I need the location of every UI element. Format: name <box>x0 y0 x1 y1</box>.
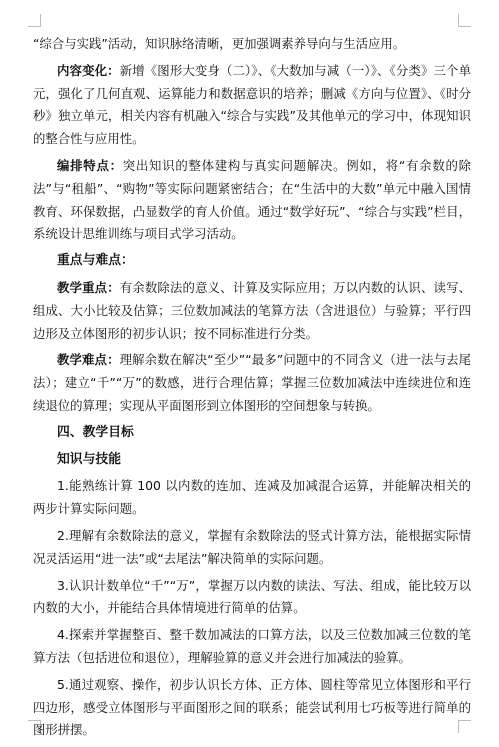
goal-item-5: 5.通过观察、操作，初步认识长方体、正方体、圆柱等常见立体图形和平行四边形，感受立体图形与平面图形之间的联系；能尝试利用七巧板等进行简单的图形拼摆。 <box>33 676 471 738</box>
intro-paragraph: “综合与实践”活动，知识脉络清晰，更加强调素养导向与生活应用。 <box>33 36 406 51</box>
content-change-text: 新增《图形大变身（二）》、《大数加与减（一）》、《分类》三个单元，强化了几何直观、运算能力和数据意识的培养；删减《方向与位置》、《时分秒》独立单元，相关内容有机融入“综合与实践”及其他单元的学习中，体现知识的整合性与应用性。 <box>33 62 471 147</box>
corner-mark-top-right <box>458 14 471 27</box>
teaching-difficulty-lead: 教学难点： <box>57 352 120 368</box>
document-body <box>33 33 471 746</box>
teaching-difficulty-paragraph <box>33 349 471 417</box>
corner-mark-top-left <box>28 14 41 27</box>
knowledge-skills-heading: 知识与技能 <box>57 451 121 467</box>
content-change-paragraph <box>33 60 471 151</box>
goal-item-1: 1.能熟练计算 100 以内数的连加、连减及加减混合运算，并能解决相关的两步计算实际问题。 <box>33 478 471 517</box>
content-change-lead: 内容变化： <box>57 62 120 78</box>
goal-item-2: 2.理解有余数除法的意义，掌握有余数除法的竖式计算方法，能根据实际情况灵活运用“进一法”或“去尾法”解决简单的实际问题。 <box>33 527 471 566</box>
teaching-goals-heading: 四、教学目标 <box>57 424 134 440</box>
key-points-heading: 重点与难点： <box>57 253 134 269</box>
layout-feature-lead: 编排特点： <box>57 157 123 173</box>
goal-item-4: 4.探索并掌握整百、整千数加减法的口算方法，以及三位数加减三位数的笔算方法（包括进位和退位），理解验算的意义并会进行加减法的验算。 <box>33 627 471 665</box>
teaching-focus-text: 有余数除法的意义、计算及实际应用；万以内数的认识、读写、组成、大小比较及估算；三位数加减法的笔算方法（含进退位）与验算；平行四边形及立体图形的初步认识；按不同标准进行分类。 <box>33 279 472 341</box>
teaching-focus-lead: 教学重点： <box>57 279 120 295</box>
goal-item-3: 3.认识计数单位“千”“万”，掌握万以内数的读法、写法、组成，能比较万以内数的大小，并能结合具体情境进行简单的估算。 <box>33 577 471 616</box>
teaching-focus-paragraph <box>33 277 471 345</box>
layout-feature-paragraph <box>33 155 471 246</box>
teaching-difficulty-text: 理解余数在解决“至少”“最多”问题中的不同含义（进一法与去尾法）；建立“千”“万”的数感，进行合理估算；掌握三位数加减法中连续进位和连续退位的算理；实现从平面图形到立体图形的空间想象与转换。 <box>33 352 471 413</box>
layout-feature-text: 突出知识的整体建构与真实问题解决。例如，将“有余数的除法”与“租船”、“购物”等实际问题紧密结合；在“生活中的大数”单元中融入国情教育、环保数据，凸显数学的育人价值。通过“数学好玩”、“综合与实践”栏目，系统设计思维训练与项目式学习活动。 <box>33 157 472 242</box>
